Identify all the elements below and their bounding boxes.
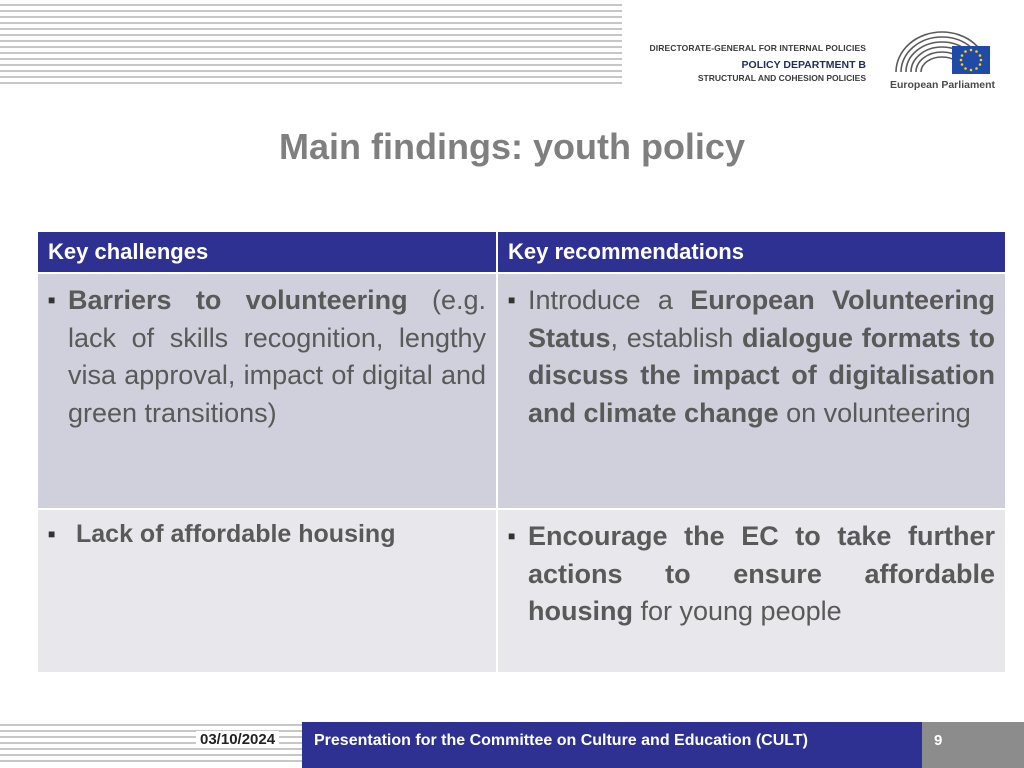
recommendation-part: on volunteering: [778, 397, 971, 428]
page-title: Main findings: youth policy: [279, 126, 745, 167]
parliament-hemicycle-icon: [890, 22, 994, 80]
recommendation-cell: [497, 509, 1006, 673]
challenge-text: [68, 282, 486, 432]
square-bullet-icon: ■: [48, 527, 56, 541]
recommendation-emphasis: European Volunteering Status: [528, 285, 996, 353]
recommendation-text: [528, 518, 995, 631]
dg-line-3: STRUCTURAL AND COHESION POLICIES: [697, 73, 866, 83]
challenge-cell: [37, 273, 497, 509]
square-bullet-icon: ■: [508, 293, 516, 307]
header-stripes: [0, 4, 622, 86]
challenge-heading: Barriers to volunteering: [68, 285, 408, 315]
findings-table: [36, 230, 1007, 674]
recommendation-emphasis: Encourage the EC to take further actions to ensure affordable housing: [528, 521, 995, 626]
logo-text: European Parliament: [890, 79, 996, 91]
department-label: [650, 42, 866, 85]
dg-line-2: POLICY DEPARTMENT B: [741, 59, 866, 71]
recommendation-cell: [497, 273, 1006, 509]
recommendation-part: Introduce a: [528, 285, 691, 315]
challenge-heading: Lack of affordable housing: [76, 520, 396, 548]
recommendation-text: [528, 282, 995, 432]
table-row: [37, 273, 1006, 509]
footer-caption: Presentation for the Committee on Culture and Education (CULT): [314, 732, 808, 749]
column-header-challenges: Key challenges: [37, 231, 497, 273]
challenge-cell: [37, 509, 497, 673]
recommendation-emphasis: dialogue formats to discuss the impact of digitalisation and climate change: [528, 322, 995, 428]
square-bullet-icon: ■: [508, 529, 516, 543]
page-number: 9: [934, 732, 943, 749]
challenge-detail: (e.g. lack of skills recognition, lengthy visa approval, impact of digital and green transitions): [68, 285, 486, 428]
table-row: [37, 509, 1006, 673]
footer-date: 03/10/2024: [196, 731, 279, 748]
recommendation-part: , establish: [610, 322, 743, 353]
recommendation-part: for young people: [632, 596, 842, 626]
column-header-recommendations: Key recommendations: [497, 231, 1006, 273]
dg-line-1: DIRECTORATE-GENERAL FOR INTERNAL POLICIES: [649, 43, 866, 53]
square-bullet-icon: ■: [48, 293, 56, 307]
page-number-box: [922, 722, 1024, 768]
european-parliament-logo: [890, 22, 994, 96]
footer-bar: [302, 722, 922, 768]
